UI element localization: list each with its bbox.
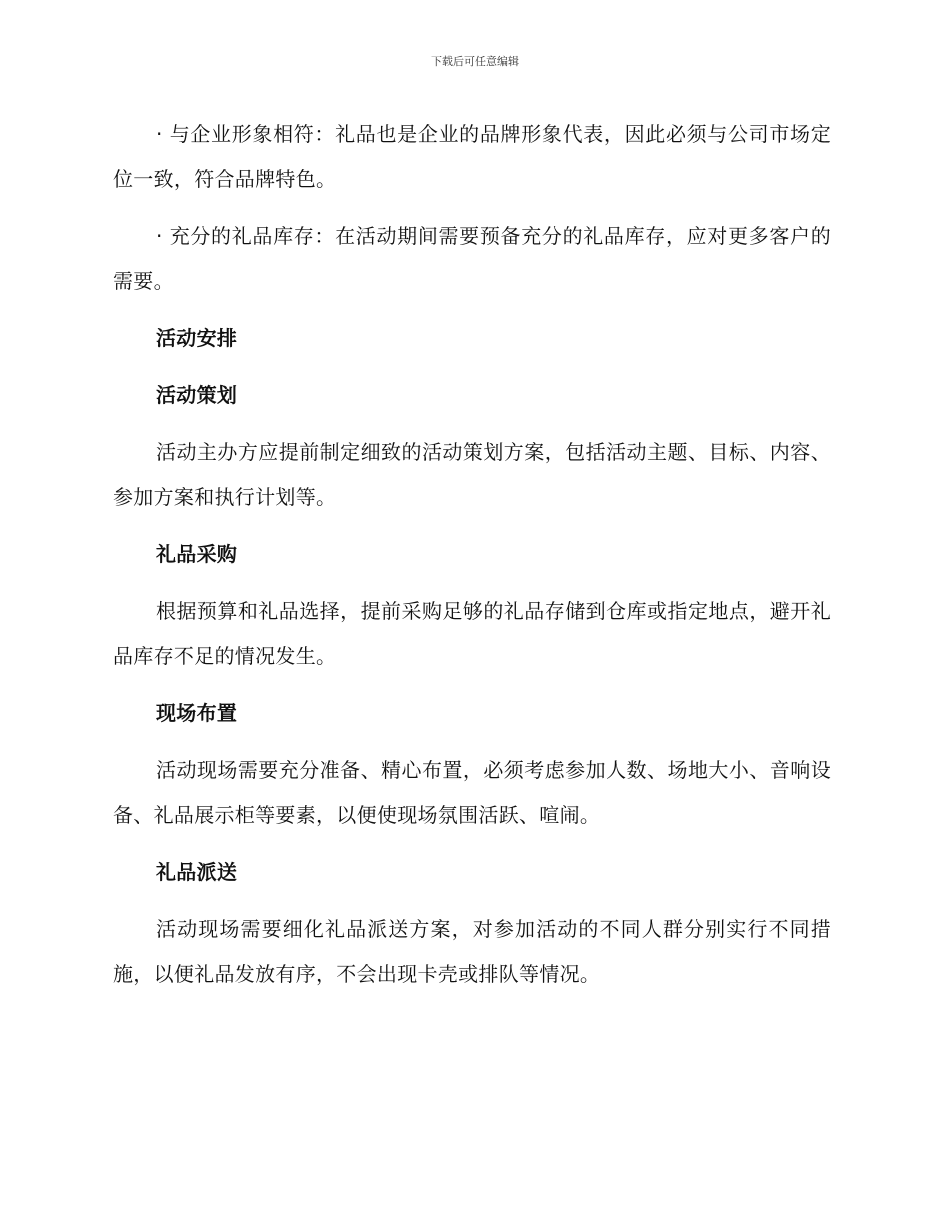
section-heading-activity-arrangement: 活动安排 (156, 326, 238, 350)
paragraph-activity-planning: 活动主办方应提前制定细致的活动策划方案，包括活动主题、目标、内容、参加方案和执行计划等。 (113, 440, 831, 509)
paragraph-venue-setup: 活动现场需要充分准备、精心布置，必须考虑参加人数、场地大小、音响设备、礼品展示柜等要素，以便使现场氛围活跃、喧闹。 (113, 758, 831, 827)
section-heading-gift-delivery: 礼品派送 (156, 860, 238, 884)
section-heading-gift-purchase: 礼品采购 (156, 542, 238, 566)
paragraph-gift-purchase: 根据预算和礼品选择，提前采购足够的礼品存储到仓库或指定地点，避开礼品库存不足的情况发生。 (113, 599, 831, 668)
section-heading-venue-setup: 现场布置 (156, 701, 238, 725)
page-header: 下载后可任意编辑 (431, 55, 519, 68)
section-heading-activity-planning: 活动策划 (156, 383, 238, 407)
document-body (113, 112, 831, 1009)
bullet-paragraph-brand-image: · 与企业形象相符：礼品也是企业的品牌形象代表，因此必须与公司市场定位一致，符合品牌特色。 (113, 122, 831, 191)
paragraph-gift-delivery: 活动现场需要细化礼品派送方案，对参加活动的不同人群分别实行不同措施，以便礼品发放有序，不会出现卡壳或排队等情况。 (113, 917, 831, 986)
bullet-paragraph-gift-stock: · 充分的礼品库存：在活动期间需要预备充分的礼品库存，应对更多客户的需要。 (113, 224, 831, 293)
